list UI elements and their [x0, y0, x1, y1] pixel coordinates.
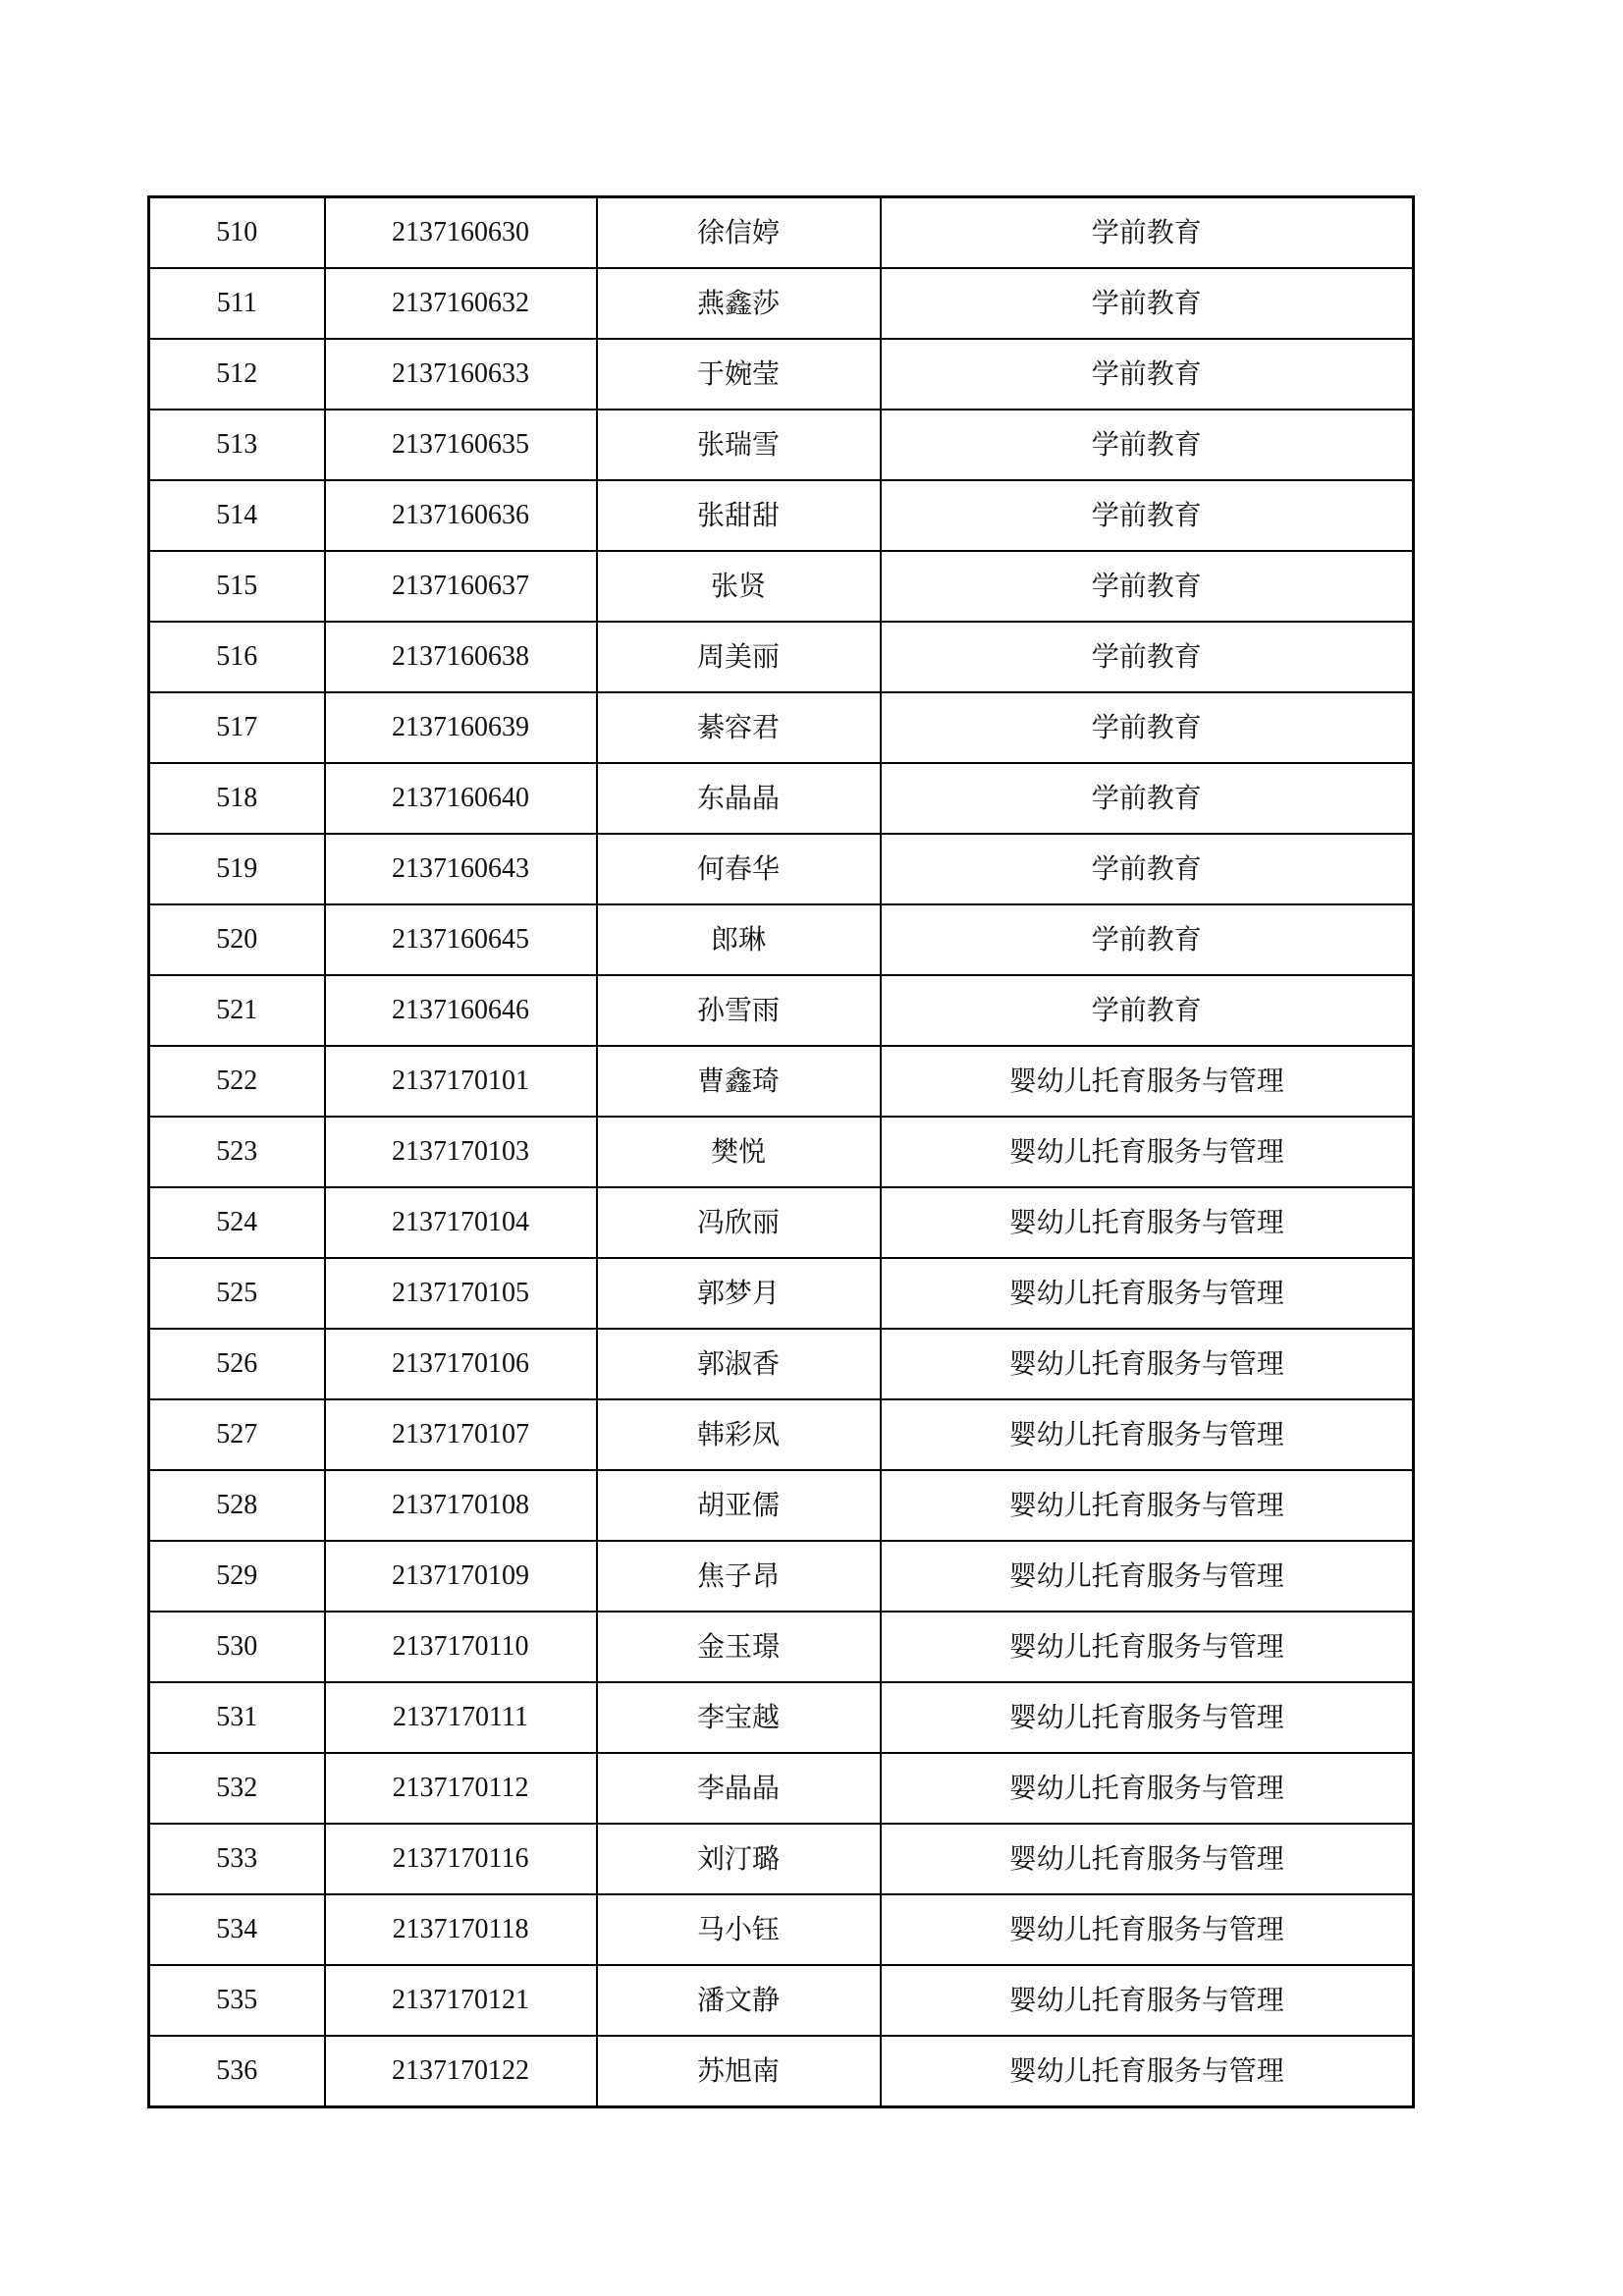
student-name-cell: 樊悦 [597, 1117, 881, 1187]
seq-number-cell: 513 [149, 410, 325, 480]
major-cell: 学前教育 [881, 410, 1414, 480]
student-id-cell: 2137170118 [325, 1894, 597, 1965]
table-row [149, 197, 1414, 269]
student-name-cell: 郭淑香 [597, 1329, 881, 1399]
major-cell: 婴幼儿托育服务与管理 [881, 1824, 1414, 1894]
table-row [149, 1399, 1414, 1470]
student-id-cell: 2137170122 [325, 2036, 597, 2107]
student-roster-table [147, 195, 1415, 2108]
major-cell: 婴幼儿托育服务与管理 [881, 1965, 1414, 2036]
student-name-cell: 冯欣丽 [597, 1187, 881, 1258]
seq-number-cell: 530 [149, 1612, 325, 1682]
major-cell: 婴幼儿托育服务与管理 [881, 1541, 1414, 1612]
major-cell: 学前教育 [881, 692, 1414, 763]
table-row [149, 975, 1414, 1046]
student-name-cell: 潘文静 [597, 1965, 881, 2036]
table-row [149, 2036, 1414, 2107]
student-name-cell: 曹鑫琦 [597, 1046, 881, 1117]
major-cell: 婴幼儿托育服务与管理 [881, 1258, 1414, 1329]
seq-number-cell: 536 [149, 2036, 325, 2107]
seq-number-cell: 510 [149, 197, 325, 269]
major-cell: 学前教育 [881, 480, 1414, 551]
table-row [149, 410, 1414, 480]
major-cell: 婴幼儿托育服务与管理 [881, 1399, 1414, 1470]
major-cell: 学前教育 [881, 904, 1414, 975]
student-name-cell: 郎琳 [597, 904, 881, 975]
table-row [149, 1470, 1414, 1541]
table-row [149, 1258, 1414, 1329]
student-name-cell: 张瑞雪 [597, 410, 881, 480]
table-row [149, 904, 1414, 975]
table-row [149, 1541, 1414, 1612]
student-name-cell: 周美丽 [597, 622, 881, 692]
seq-number-cell: 512 [149, 339, 325, 410]
major-cell: 学前教育 [881, 551, 1414, 622]
major-cell: 学前教育 [881, 268, 1414, 339]
seq-number-cell: 529 [149, 1541, 325, 1612]
seq-number-cell: 524 [149, 1187, 325, 1258]
student-name-cell: 于婉莹 [597, 339, 881, 410]
student-name-cell: 李晶晶 [597, 1753, 881, 1824]
table-row [149, 1329, 1414, 1399]
seq-number-cell: 520 [149, 904, 325, 975]
table-row [149, 339, 1414, 410]
table-row [149, 1965, 1414, 2036]
seq-number-cell: 534 [149, 1894, 325, 1965]
seq-number-cell: 527 [149, 1399, 325, 1470]
student-name-cell: 东晶晶 [597, 763, 881, 834]
student-id-cell: 2137170106 [325, 1329, 597, 1399]
student-id-cell: 2137170104 [325, 1187, 597, 1258]
student-id-cell: 2137170112 [325, 1753, 597, 1824]
student-id-cell: 2137170103 [325, 1117, 597, 1187]
table-row [149, 763, 1414, 834]
student-id-cell: 2137160637 [325, 551, 597, 622]
student-id-cell: 2137170121 [325, 1965, 597, 2036]
table-row [149, 834, 1414, 904]
major-cell: 学前教育 [881, 197, 1414, 269]
student-id-cell: 2137160632 [325, 268, 597, 339]
student-id-cell: 2137160630 [325, 197, 597, 269]
student-id-cell: 2137160633 [325, 339, 597, 410]
seq-number-cell: 521 [149, 975, 325, 1046]
major-cell: 婴幼儿托育服务与管理 [881, 1187, 1414, 1258]
student-name-cell: 焦子昂 [597, 1541, 881, 1612]
table-row [149, 1117, 1414, 1187]
student-id-cell: 2137160645 [325, 904, 597, 975]
student-name-cell: 郭梦月 [597, 1258, 881, 1329]
student-id-cell: 2137170108 [325, 1470, 597, 1541]
seq-number-cell: 532 [149, 1753, 325, 1824]
student-name-cell: 金玉璟 [597, 1612, 881, 1682]
student-id-cell: 2137170116 [325, 1824, 597, 1894]
student-name-cell: 何春华 [597, 834, 881, 904]
student-name-cell: 韩彩凤 [597, 1399, 881, 1470]
table-row [149, 1046, 1414, 1117]
student-name-cell: 胡亚儒 [597, 1470, 881, 1541]
table-row [149, 1894, 1414, 1965]
major-cell: 学前教育 [881, 339, 1414, 410]
seq-number-cell: 535 [149, 1965, 325, 2036]
table-row [149, 480, 1414, 551]
seq-number-cell: 525 [149, 1258, 325, 1329]
student-id-cell: 2137160640 [325, 763, 597, 834]
major-cell: 婴幼儿托育服务与管理 [881, 1470, 1414, 1541]
seq-number-cell: 522 [149, 1046, 325, 1117]
major-cell: 学前教育 [881, 763, 1414, 834]
major-cell: 婴幼儿托育服务与管理 [881, 1894, 1414, 1965]
table-row [149, 1187, 1414, 1258]
table-row [149, 692, 1414, 763]
student-id-cell: 2137170109 [325, 1541, 597, 1612]
student-name-cell: 张甜甜 [597, 480, 881, 551]
student-name-cell: 綦容君 [597, 692, 881, 763]
major-cell: 婴幼儿托育服务与管理 [881, 1046, 1414, 1117]
seq-number-cell: 531 [149, 1682, 325, 1753]
seq-number-cell: 533 [149, 1824, 325, 1894]
student-name-cell: 刘汀璐 [597, 1824, 881, 1894]
seq-number-cell: 516 [149, 622, 325, 692]
student-name-cell: 徐信婷 [597, 197, 881, 269]
student-id-cell: 2137160636 [325, 480, 597, 551]
table-row [149, 1612, 1414, 1682]
major-cell: 婴幼儿托育服务与管理 [881, 1612, 1414, 1682]
student-id-cell: 2137160638 [325, 622, 597, 692]
student-id-cell: 2137160643 [325, 834, 597, 904]
major-cell: 婴幼儿托育服务与管理 [881, 1682, 1414, 1753]
seq-number-cell: 514 [149, 480, 325, 551]
table-row [149, 551, 1414, 622]
student-name-cell: 马小钰 [597, 1894, 881, 1965]
table-row [149, 1753, 1414, 1824]
roster-body [149, 197, 1414, 2107]
table-row [149, 1824, 1414, 1894]
major-cell: 婴幼儿托育服务与管理 [881, 1117, 1414, 1187]
seq-number-cell: 518 [149, 763, 325, 834]
student-name-cell: 孙雪雨 [597, 975, 881, 1046]
major-cell: 学前教育 [881, 975, 1414, 1046]
seq-number-cell: 515 [149, 551, 325, 622]
student-id-cell: 2137170101 [325, 1046, 597, 1117]
table-row [149, 622, 1414, 692]
student-id-cell: 2137170111 [325, 1682, 597, 1753]
student-name-cell: 李宝越 [597, 1682, 881, 1753]
major-cell: 学前教育 [881, 834, 1414, 904]
student-id-cell: 2137160635 [325, 410, 597, 480]
student-id-cell: 2137170110 [325, 1612, 597, 1682]
seq-number-cell: 517 [149, 692, 325, 763]
seq-number-cell: 523 [149, 1117, 325, 1187]
student-id-cell: 2137160639 [325, 692, 597, 763]
major-cell: 婴幼儿托育服务与管理 [881, 1329, 1414, 1399]
student-id-cell: 2137170105 [325, 1258, 597, 1329]
student-name-cell: 燕鑫莎 [597, 268, 881, 339]
table-row [149, 268, 1414, 339]
table-row [149, 1682, 1414, 1753]
seq-number-cell: 519 [149, 834, 325, 904]
student-name-cell: 苏旭南 [597, 2036, 881, 2107]
major-cell: 婴幼儿托育服务与管理 [881, 2036, 1414, 2107]
major-cell: 婴幼儿托育服务与管理 [881, 1753, 1414, 1824]
student-name-cell: 张贤 [597, 551, 881, 622]
student-id-cell: 2137160646 [325, 975, 597, 1046]
student-id-cell: 2137170107 [325, 1399, 597, 1470]
seq-number-cell: 526 [149, 1329, 325, 1399]
seq-number-cell: 511 [149, 268, 325, 339]
major-cell: 学前教育 [881, 622, 1414, 692]
seq-number-cell: 528 [149, 1470, 325, 1541]
